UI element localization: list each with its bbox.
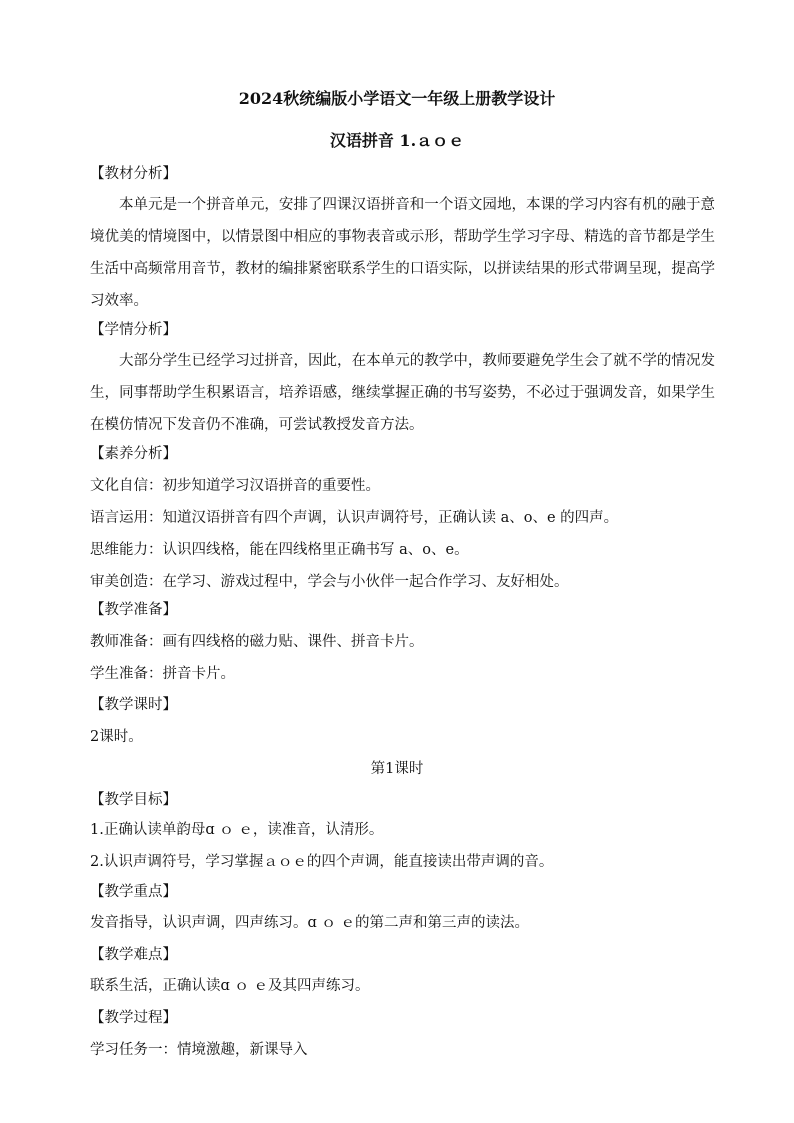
heading-key-points: 【教学重点】 — [90, 884, 177, 900]
objective-item: 1.正确认读单韵母ɑ ｏ ｅ，读准音，认清形。 — [90, 822, 384, 838]
key-points-text: 发音指导，认识声调，四声练习。ɑ ｏ ｅ的第二声和第三声的读法。 — [90, 915, 529, 931]
heading-process: 【教学过程】 — [90, 1010, 177, 1026]
document-subtitle: 汉语拼音 1.ａｏｅ — [329, 131, 465, 150]
paragraph-learner-analysis: 大部分学生已经学习过拼音，因此，在本单元的教学中，教师要避免学生会了就不学的情况发生，同事帮助学生积累语言，培养语感，继续掌握正确的书写姿势，不必过于强调发音，如果学生在模仿情况下发音仍不准确，可尝试教授发音方法。 — [90, 353, 715, 433]
document-title: 2024秋统编版小学语文一年级上册教学设计 — [238, 89, 556, 108]
heading-learner-analysis: 【学情分析】 — [90, 322, 177, 338]
literacy-item: 文化自信：初步知道学习汉语拼音的重要性。 — [90, 478, 380, 494]
literacy-item: 语言运用：知道汉语拼音有四个声调，认识声调符号，正确认读 a、o、e 的四声。 — [90, 510, 619, 526]
heading-difficulties: 【教学难点】 — [90, 947, 177, 963]
preparation-item: 学生准备：拼音卡片。 — [90, 666, 235, 682]
heading-preparation: 【教学准备】 — [90, 602, 177, 618]
paragraph-textbook-analysis: 本单元是一个拼音单元，安排了四课汉语拼音和一个语文园地，本课的学习内容有机的融于意境优美的情境图中，以情景图中相应的事物表音或示形，帮助学生学习字母、精选的音节都是学生生活中高频常用音节，教材的编排紧密联系学生的口语实际，以拼读结果的形式带调呈现，提高学习效率。 — [90, 197, 715, 309]
lesson-one-heading: 第1课时 — [370, 761, 424, 777]
literacy-item: 思维能力：认识四线格，能在四线格里正确书写 a、o、e。 — [90, 542, 469, 558]
preparation-item: 教师准备：画有四线格的磁力贴、课件、拼音卡片。 — [90, 634, 424, 650]
heading-objectives: 【教学目标】 — [90, 792, 177, 808]
heading-class-hours: 【教学课时】 — [90, 697, 177, 713]
literacy-item: 审美创造：在学习、游戏过程中，学会与小伙伴一起合作学习、友好相处。 — [90, 574, 569, 590]
objective-item: 2.认识声调符号，学习掌握ａｏｅ的四个声调，能直接读出带声调的音。 — [90, 854, 554, 870]
process-text: 学习任务一：情境激趣，新课导入 — [90, 1042, 308, 1058]
difficulties-text: 联系生活，正确认读ɑ ｏ ｅ及其四声练习。 — [90, 978, 370, 994]
heading-literacy-analysis: 【素养分析】 — [90, 446, 177, 462]
class-hours-text: 2课时。 — [90, 729, 143, 745]
heading-textbook-analysis: 【教材分析】 — [90, 166, 177, 182]
